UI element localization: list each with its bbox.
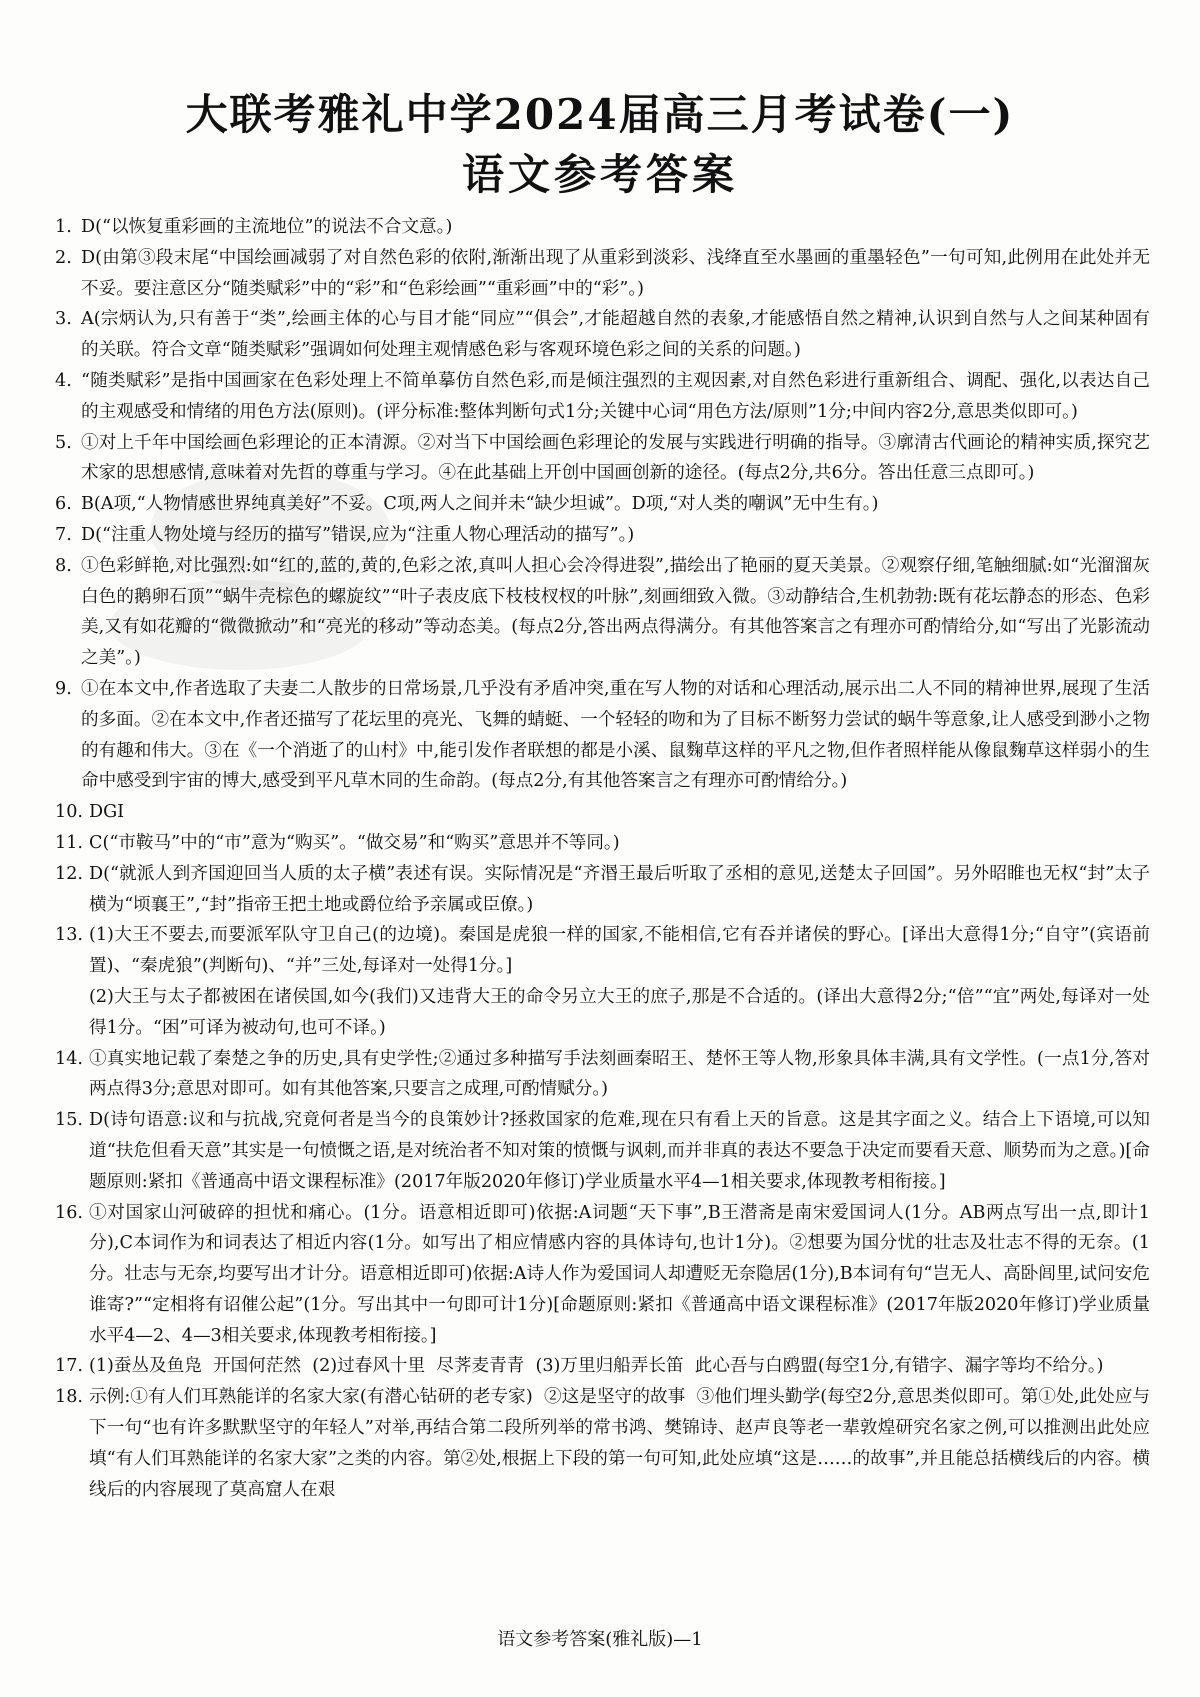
answer-number: 10.	[55, 802, 83, 823]
answer-text: ①对国家山河破碎的担忧和痛心。(1分。语意相近即可)依据:A词题“天下事”,B王潜斋是南宋爱国词人(1分。AB两点写出一点,即计1分),C本词作为和词表达了相近内容(1分。如写出了相应情感内容的具体诗句,也计1分)。②想要为国分忧的壮志及壮志不得的无奈。(1分。壮志与无奈,均要写出才计分。语意相近即可)依据:A诗人作为爱国词人却遭贬无奈隐居(1分),B本词有句“岂无人、高卧闾里,试问安危谁寄?”“定相将有诏催公起”(1分。写出其中一句即可计1分)[命题原则:紧扣《普通高中语文课程标准》(2017年版2020年修订)学业质量水平4—2、4—3相关要求,体现教考相衔接。]	[89, 1202, 1150, 1346]
page-subtitle: 语文参考答案	[461, 150, 738, 199]
answer-item	[55, 489, 1150, 520]
answer-text: A(宗炳认为,只有善于“类”,绘画主体的心与目才能“同应”“俱会”,才能超越自然的表象,才能感悟自然之精神,认识到自然与人之间某种固有的关联。符合文章“随类赋彩”强调如何处理主观情感色彩与客观环境色彩之间的关系的问题。)	[81, 309, 1150, 361]
exam-title: 大联考雅礼中学2024届高三月考试卷(一)	[185, 90, 1015, 139]
answer-item	[55, 212, 1150, 243]
answer-text: D(“以恢复重彩画的主流地位”的说法不合文意。)	[81, 217, 453, 237]
answer-number: 6.	[55, 494, 72, 515]
answer-subpart: (2)大王与太子都被困在诸侯国,如今(我们)又违背大王的命令另立大王的庶子,那是不合适的。(译出大意得2分;“倍”“宜”两处,每译对一处得1分。“困”可译为被动句,也可不译。)	[89, 986, 1150, 1038]
answer-number: 16.	[55, 1202, 83, 1223]
answer-item	[55, 551, 1150, 674]
answer-number: 12.	[55, 863, 83, 884]
answer-item	[55, 1044, 1150, 1106]
page-footer: 语文参考答案(雅礼版)—1	[497, 1629, 703, 1650]
answer-number: 4.	[55, 370, 72, 391]
answer-text: ①色彩鲜艳,对比强烈:如“红的,蓝的,黄的,色彩之浓,真叫人担心会冷得进裂”,描绘出了艳丽的夏天美景。②观察仔细,笔触细腻:如“光溜溜灰白色的鹅卵石顶”“蜗牛壳棕色的螺旋纹”“叶子表皮底下枝枝杈杈的叶脉”,刻画细致入微。③动静结合,生机勃勃:既有花坛静态的形态、色彩美,又有如花瓣的“微微掀动”和“亮光的移动”等动态美。(每点2分,答出两点得满分。有其他答案言之有理亦可酌情给分,如“写出了光影流动之美”。)	[81, 555, 1150, 669]
answer-text: DGI	[89, 802, 125, 823]
answer-text: (1)蚕丛及鱼凫 开国何茫然 (2)过春风十里 尽荠麦青青 (3)万里归船弄长笛 此心吾与白鸥盟(每空1分,有错字、漏字等均不给分。)	[89, 1356, 1104, 1377]
answer-number: 14.	[55, 1048, 83, 1069]
answer-number: 9.	[55, 678, 72, 699]
answer-item	[55, 1382, 1150, 1505]
answer-number: 17.	[55, 1356, 83, 1377]
answer-text: C(“市鞍马”中的“市”意为“购买”。“做交易”和“购买”意思并不等同。)	[89, 832, 620, 853]
answer-item	[55, 674, 1150, 797]
answer-number: 8.	[55, 555, 72, 576]
answer-text: ①对上千年中国绘画色彩理论的正本清源。②对当下中国绘画色彩理论的发展与实践进行明确的指导。③廓清古代画论的精神实质,探究艺术家的思想感情,意味着对先哲的尊重与学习。④在此基础上开创中国画创新的途径。(每点2分,共6分。答出任意三点即可。)	[81, 432, 1150, 484]
answer-item	[55, 920, 1150, 982]
answer-text: ①在本文中,作者选取了夫妻二人散步的日常场景,几乎没有矛盾冲突,重在写人物的对话和心理活动,展示出二人不同的精神世界,展现了生活的多面。②在本文中,作者还描写了花坛里的亮光、飞舞的蜻蜓、一个轻轻的吻和为了目标不断努力尝试的蜗牛等意象,让人感受到渺小之物的有趣和伟大。③在《一个消逝了的山村》中,能引发作者联想的都是小溪、鼠麴草这样的平凡之物,但作者照样能从像鼠麴草这样弱小的生命中感受到宇宙的博大,感受到平凡草木同的生命韵。(每点2分,有其他答案言之有理亦可酌情给分。)	[81, 678, 1150, 792]
answer-text: 示例:①有人们耳熟能详的名家大家(有潜心钻研的老专家) ②这是坚守的故事 ③他们埋头勤学(每空2分,意思类似即可。第①处,此处应与下一句“也有许多默默坚守的年轻人”对举,再结合第二段所列举的常书鸿、樊锦诗、赵声良等老一辈敦煌研究名家之例,可以推测出此处应填“有人们耳熟能详的名家大家”之类的内容。第②处,根据上下段的第一句可知,此处应填“这是……的故事”,并且能总括横线后的内容。横线后的内容展现了莫高窟人在艰	[89, 1387, 1150, 1500]
answer-number: 2.	[55, 247, 72, 268]
answer-item	[55, 366, 1150, 428]
answer-item	[55, 797, 1150, 828]
answer-text: (1)大王不要去,而要派军队守卫自己(的边境)。秦国是虎狼一样的国家,不能相信,它有吞并诸侯的野心。[译出大意得1分;“自守”(宾语前置)、“秦虎狼”(判断句)、“并”三处,每译对一处得1分。]	[89, 925, 1150, 977]
answer-item	[55, 520, 1150, 551]
answer-item	[55, 828, 1150, 859]
answer-number: 3.	[55, 309, 72, 330]
answer-number: 11.	[55, 832, 83, 853]
answer-item	[55, 243, 1150, 305]
answer-text: D(“注重人物处境与经历的描写”错误,应为“注重人物心理活动的描写”。)	[81, 524, 635, 545]
answer-list	[55, 212, 1150, 1505]
answer-text: “随类赋彩”是指中国画家在色彩处理上不简单摹仿自然色彩,而是倾注强烈的主观因素,对自然色彩进行重新组合、调配、强化,以表达自己的主观感受和情绪的用色方法(原则)。(评分标准:整体判断句式1分;关键中心词“用色方法/原则”1分;中间内容2分,意思类似即可。)	[81, 370, 1150, 422]
answer-text: D(“就派人到齐国迎回当人质的太子横”表述有误。实际情况是“齐湣王最后听取了丞相的意见,送楚太子回国”。另外昭睢也无权“封”太子横为“顷襄王”,“封”指帝王把土地或爵位给予亲属或臣僚。)	[89, 863, 1150, 915]
answer-number: 13.	[55, 925, 83, 946]
answer-number: 1.	[55, 217, 72, 237]
answer-number: 7.	[55, 524, 72, 545]
answer-item	[55, 428, 1150, 490]
answer-item	[55, 1351, 1150, 1382]
answer-item	[55, 304, 1150, 366]
answer-text: B(A项,“人物情感世界纯真美好”不妥。C项,两人之间并未“缺少坦诚”。D项,“对人类的嘲讽”无中生有。)	[81, 494, 879, 515]
answer-item	[55, 859, 1150, 921]
answer-text: D(诗句语意:议和与抗战,究竟何者是当今的良策妙计?拯救国家的危难,现在只有看上天的旨意。这是其字面之义。结合上下语境,可以知道“扶危但看天意”其实是一句愤慨之语,是对统治者不知对策的愤慨与讽刺,而并非真的表达不要急于决定而要看天意、顺势而为之意。)[命题原则:紧扣《普通高中语文课程标准》(2017年版2020年修订)学业质量水平4—1相关要求,体现教考相衔接。]	[89, 1110, 1150, 1192]
answer-text: ①真实地记载了秦楚之争的历史,具有史学性;②通过多种描写手法刻画秦昭王、楚怀王等人物,形象具体丰满,具有文学性。(一点1分,答对两点得3分;意思对即可。如有其他答案,只要言之成理,可酌情赋分。)	[89, 1048, 1150, 1100]
answer-number: 5.	[55, 432, 72, 453]
answer-number: 15.	[55, 1110, 83, 1131]
answer-item	[55, 1105, 1150, 1197]
answer-text: D(由第③段末尾“中国绘画减弱了对自然色彩的依附,渐渐出现了从重彩到淡彩、浅绛直至水墨画的重墨轻色”一句可知,此例用在此处并无不妥。要注意区分“随类赋彩”中的“彩”和“色彩绘画”“重彩画”中的“彩”。)	[81, 247, 1150, 299]
answer-item	[55, 1198, 1150, 1352]
answer-number: 18.	[55, 1387, 83, 1408]
